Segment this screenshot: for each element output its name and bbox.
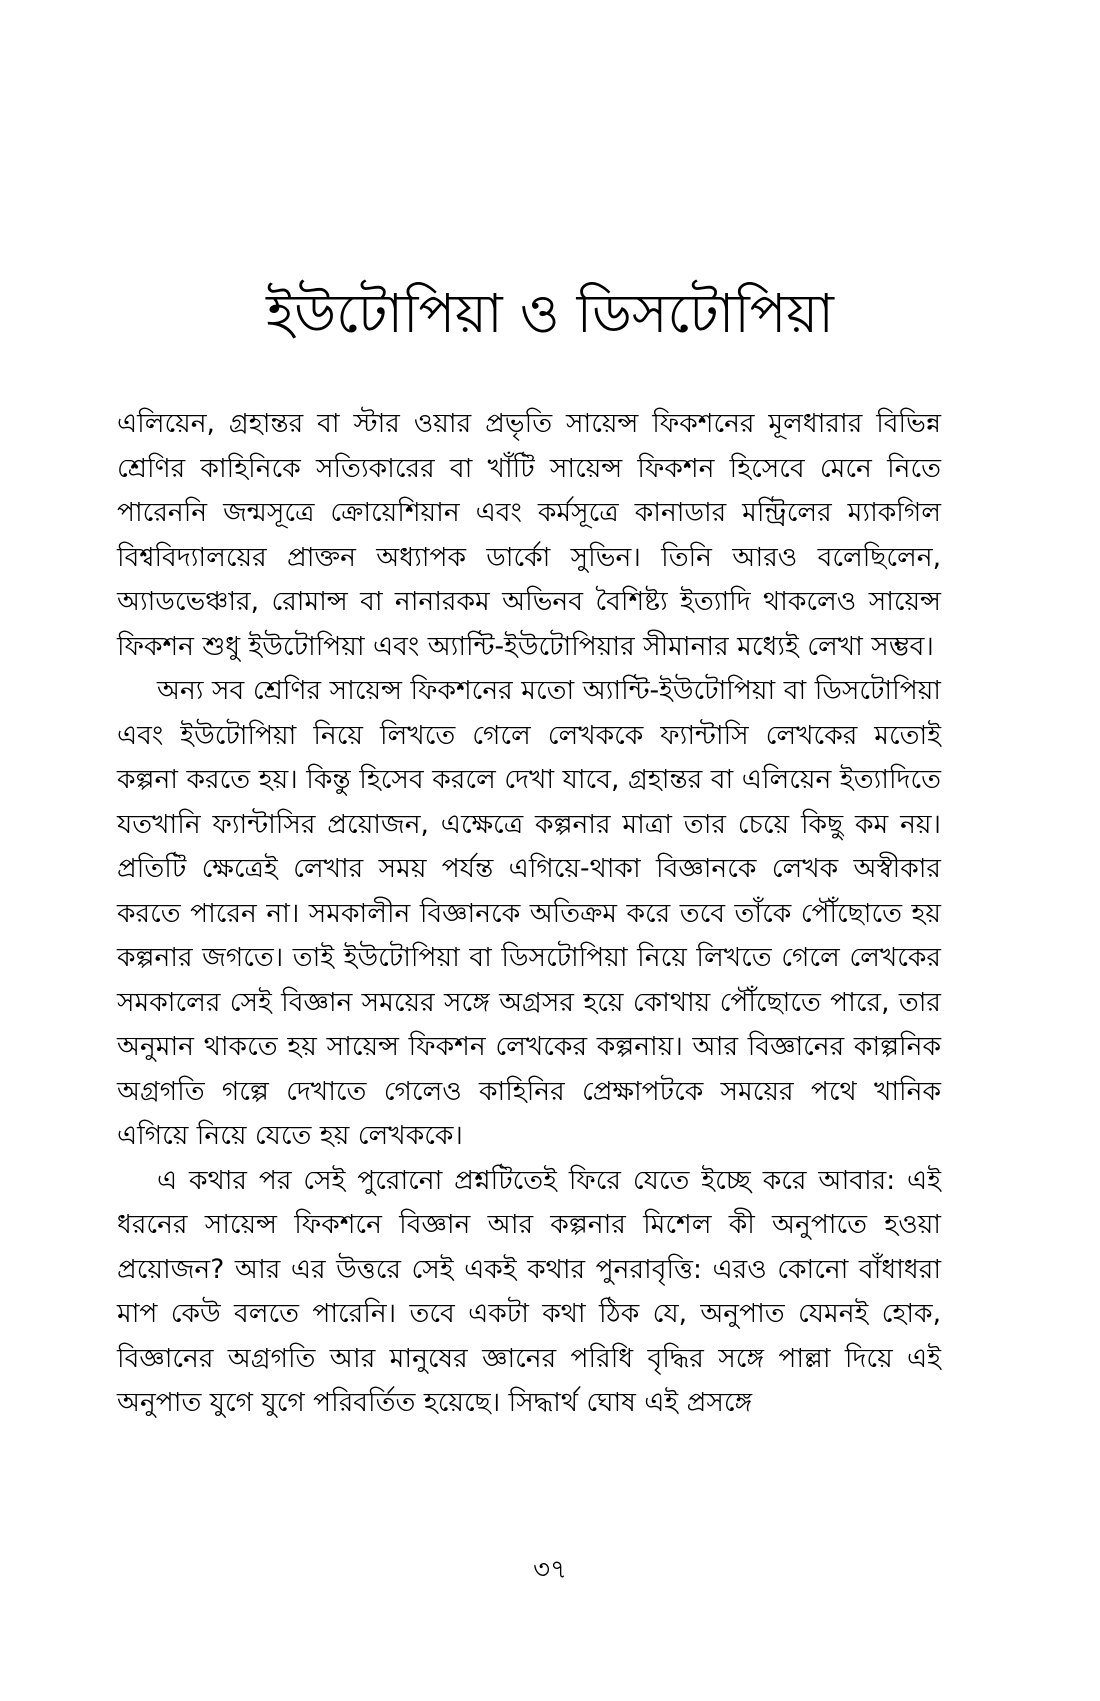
paragraph-1: এলিয়েন, গ্রহান্তর বা স্টার ওয়ার প্রভৃতি সায়েন্স ফিকশনের মূলধারার বিভিন্ন শ্রেণির কাহিনিকে সত্যিকারের বা খাঁটি সায়েন্স ফিকশন হিসেবে মেনে নিতে পারেননি জন্মসূত্রে ক্রোয়েশিয়ান এবং কর্মসূত্রে কানাডার মন্ট্রিলের ম্যাকগিল বিশ্ববিদ্যালয়ের প্রাক্তন অধ্যাপক ডার্কো সুভিন। তিনি আরও বলেছিলেন, অ্যাডভেঞ্চার, রোমান্স বা নানারকম অভিনব বৈশিষ্ট্য ইত্যাদি থাকলেও সায়েন্স ফিকশন শুধু ইউটোপিয়া এবং অ্যান্টি-ইউটোপিয়ার সীমানার মধ্যেই লেখা সম্ভব। <box>117 408 941 662</box>
body-text <box>117 402 941 1426</box>
page-number: ৩৭ <box>533 1555 567 1585</box>
paragraph-2: অন্য সব শ্রেণির সায়েন্স ফিকশনের মতো অ্যান্টি-ইউটোপিয়া বা ডিসটোপিয়া এবং ইউটোপিয়া নিয়ে লিখতে গেলে লেখককে ফ্যান্টাসি লেখকের মতোই কল্পনা করতে হয়। কিন্তু হিসেব করলে দেখা যাবে, গ্রহান্তর বা এলিয়েন ইত্যাদিতে যতখানি ফ্যান্টাসির প্রয়োজন, এক্ষেত্রে কল্পনার মাত্রা তার চেয়ে কিছু কম নয়। প্রতিটি ক্ষেত্রেই লেখার সময় পর্যন্ত এগিয়ে-থাকা বিজ্ঞানকে লেখক অস্বীকার করতে পারেন না। সমকালীন বিজ্ঞানকে অতিক্রম করে তবে তাঁকে পৌঁছোতে হয় কল্পনার জগতে। তাই ইউটোপিয়া বা ডিসটোপিয়া নিয়ে লিখতে গেলে লেখকের সমকালের সেই বিজ্ঞান সময়ের সঙ্গে অগ্রসর হয়ে কোথায় পৌঁছোতে পারে, তার অনুমান থাকতে হয় সায়েন্স ফিকশন লেখকের কল্পনায়। আর বিজ্ঞানের কাল্পনিক অগ্রগতি গল্পে দেখাতে গেলেও কাহিনির প্রেক্ষাপটকে সময়ের পথে খানিক এগিয়ে নিয়ে যেতে হয় লেখককে। <box>117 675 941 1151</box>
paragraph-3: এ কথার পর সেই পুরোনো প্রশ্নটিতেই ফিরে যেতে ইচ্ছে করে আবার: এই ধরনের সায়েন্স ফিকশনে বিজ্ঞান আর কল্পনার মিশেল কী অনুপাতে হওয়া প্রয়োজন? আর এর উত্তরে সেই একই কথার পুনরাবৃত্তি: এরও কোনো বাঁধাধরা মাপ কেউ বলতে পারেনি। তবে একটা কথা ঠিক যে, অনুপাত যেমনই হোক, বিজ্ঞানের অগ্রগতি আর মানুষের জ্ঞানের পরিধি বৃদ্ধির সঙ্গে পাল্লা দিয়ে এই অনুপাত যুগে যুগে পরিবর্তিত হয়েছে। সিদ্ধার্থ ঘোষ এই প্রসঙ্গে <box>117 1164 941 1418</box>
chapter-title: ইউটোপিয়া ও ডিসটোপিয়া <box>266 282 834 345</box>
